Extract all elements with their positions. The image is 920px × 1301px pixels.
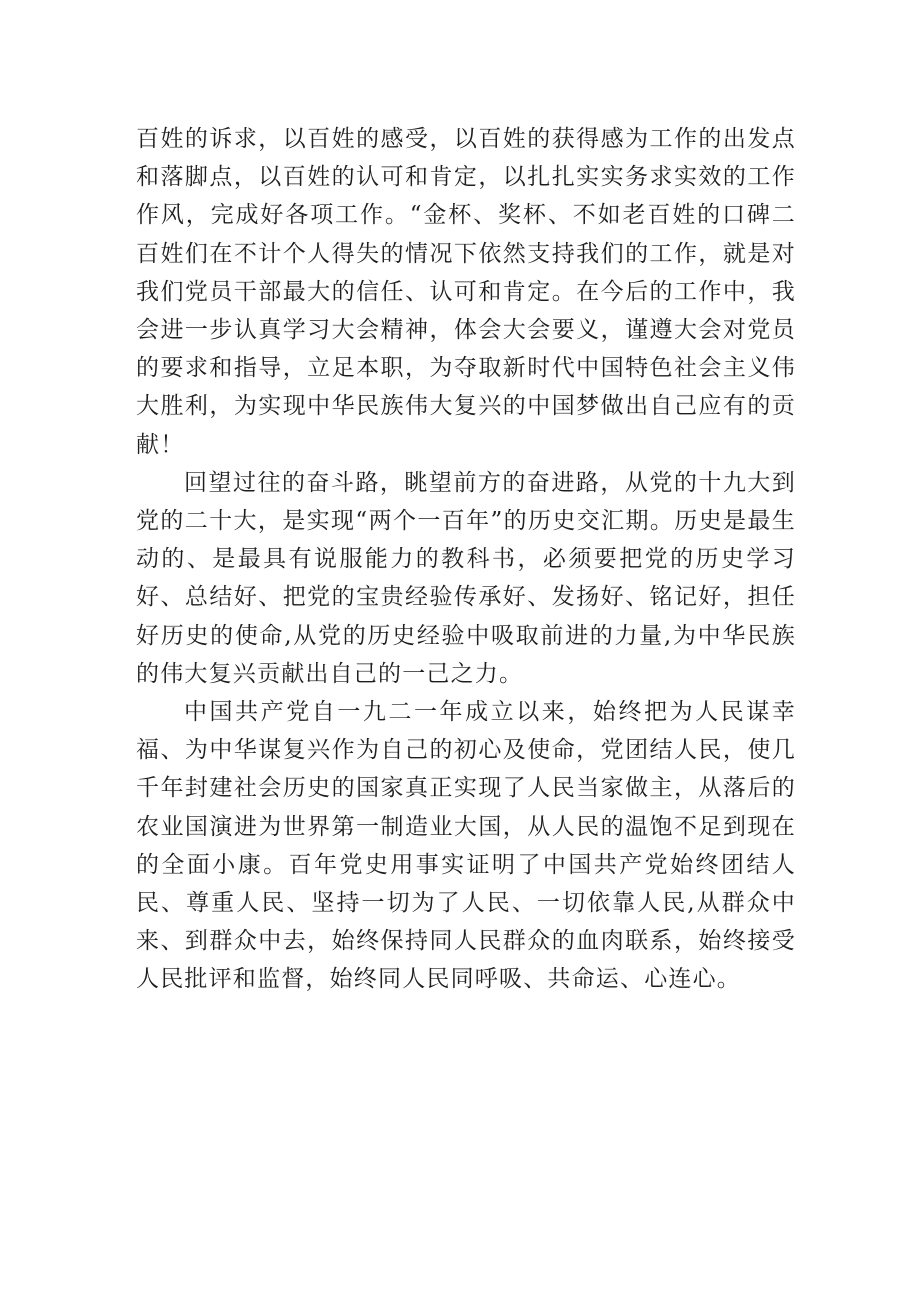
paragraph-3: 中国共产党自一九二一年成立以来，始终把为人民谋幸福、为中华谋复兴作为自己的初心及使命，党团结人民，使几千年封建社会历史的国家真正实现了人民当家做主，从落后的农业国演进为世界第一制造业大国，从人民的温饱不足到现在的全面小康。百年党史用事实证明了中国共产党始终团结人民、尊重人民、坚持一切为了人民、一切依靠人民,从群众中来、到群众中去，始终保持同人民群众的血肉联系，始终接受人民批评和监督，始终同人民同呼吸、共命运、心连心。: [136, 699, 796, 993]
paragraph-1: 百姓的诉求，以百姓的感受，以百姓的获得感为工作的出发点和落脚点，以百姓的认可和肯定，以扎扎实实务求实效的工作作风，完成好各项工作。“金杯、奖杯、不如老百姓的口碑二百姓们在不计个人得失的情况下依然支持我们的工作，就是对我们党员干部最大的信任、认可和肯定。在今后的工作中，我会进一步认真学习大会精神，体会大会要义，谨遵大会对党员的要求和指导，立足本职，为夺取新时代中国特色社会主义伟大胜利，为实现中华民族伟大复兴的中国梦做出自己应有的贡献！: [136, 126, 796, 458]
paragraph-2: 回望过往的奋斗路，眺望前方的奋进路，从党的十九大到党的二十大，是实现“两个一百年”的历史交汇期。历史是最生动的、是最具有说服能力的教科书，必须要把党的历史学习好、总结好、把党的宝贵经验传承好、发扬好、铭记好，担任好历史的使命,从党的历史经验中吸取前进的力量,为中华民族的伟大复兴贡献出自己的一己之力。: [136, 469, 796, 687]
body-text: [136, 120, 796, 999]
